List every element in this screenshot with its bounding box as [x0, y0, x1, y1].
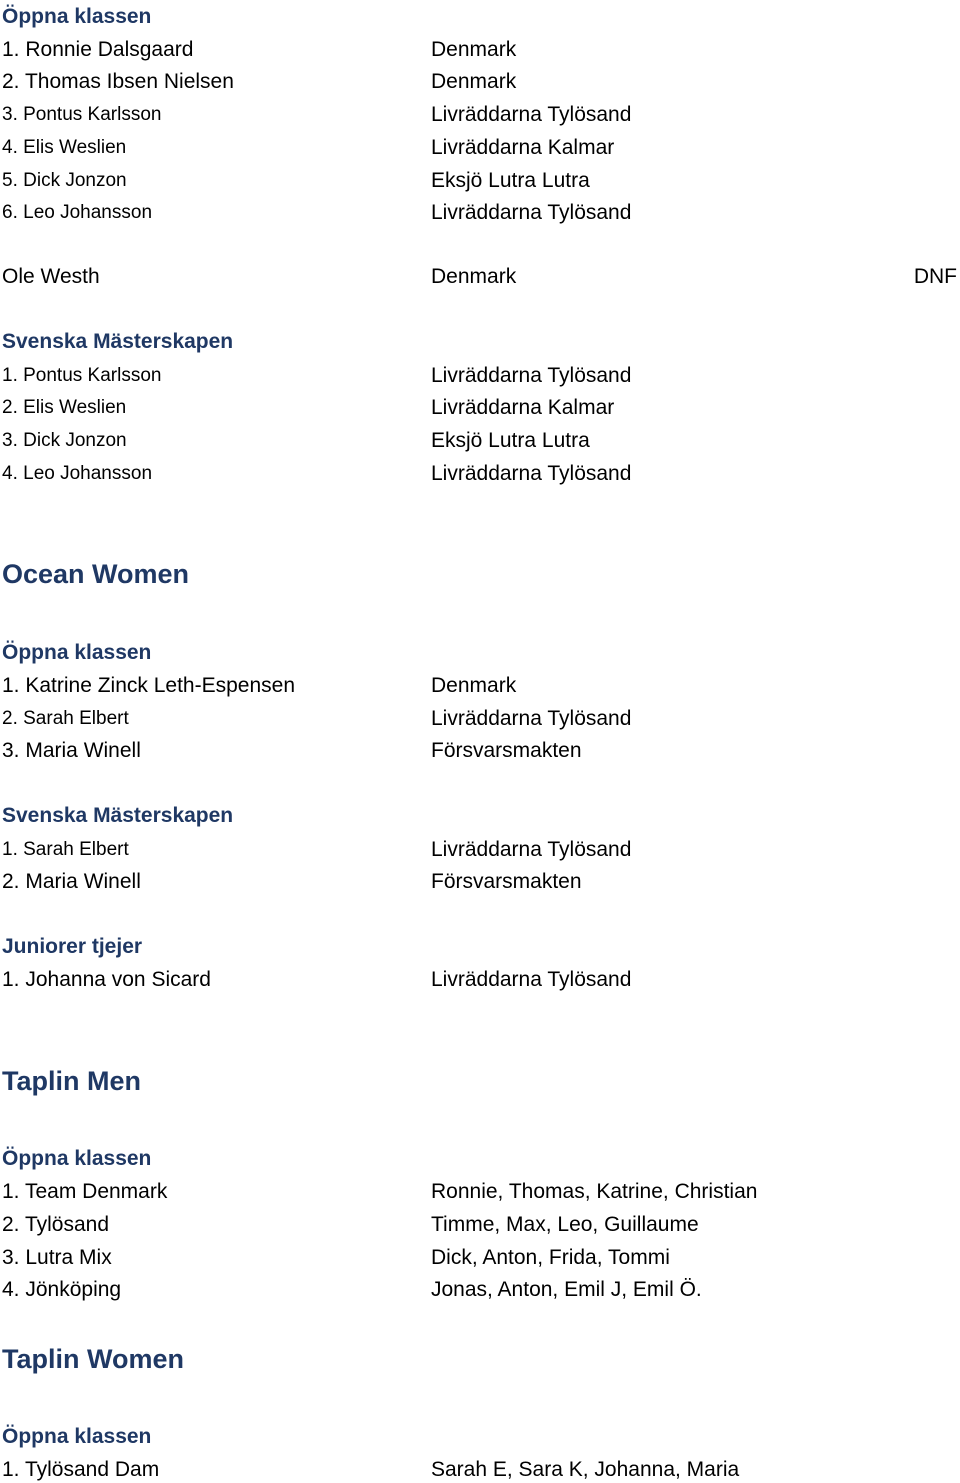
competitor-name: 3. Pontus Karlsson [2, 104, 162, 125]
section-title-ocean-women: Ocean Women [2, 559, 190, 589]
competitor-club: Denmark [431, 70, 517, 93]
competitor-name: 4. Leo Johansson [2, 463, 153, 484]
competitor-name: 3. Dick Jonzon [2, 430, 127, 451]
competitor-name: 2. Sarah Elbert [2, 708, 129, 729]
team-name: 1. Tylösand Dam [2, 1458, 160, 1481]
competitor-club: Livräddarna Tylösand [431, 201, 632, 224]
section-heading-sm-men: Svenska Mästerskapen [2, 330, 234, 353]
competitor-club: Livräddarna Tylösand [431, 838, 632, 861]
team-name: 1. Team Denmark [2, 1180, 168, 1203]
team-members: Dick, Anton, Frida, Tommi [431, 1246, 670, 1269]
competitor-name: 2. Maria Winell [2, 870, 141, 893]
team-members: Jonas, Anton, Emil J, Emil Ö. [431, 1278, 702, 1301]
competitor-club: Eksjö Lutra Lutra [431, 169, 590, 192]
competitor-club: Försvarsmakten [431, 739, 582, 762]
team-members: Timme, Max, Leo, Guillaume [431, 1213, 699, 1236]
competitor-club: Livräddarna Tylösand [431, 364, 632, 387]
section-heading-juniors: Juniorer tjejer [2, 935, 143, 958]
competitor-name: 6. Leo Johansson [2, 202, 153, 223]
competitor-club: Försvarsmakten [431, 870, 582, 893]
competitor-name: 3. Maria Winell [2, 739, 141, 762]
competitor-name: 5. Dick Jonzon [2, 170, 127, 191]
competitor-club: Denmark [431, 674, 517, 697]
competitor-name: 2. Elis Weslien [2, 397, 127, 418]
team-name: 2. Tylösand [2, 1213, 110, 1236]
section-heading-open-taplin-men: Öppna klassen [2, 1147, 152, 1170]
competitor-club: Livräddarna Tylösand [431, 103, 632, 126]
competitor-name: 4. Elis Weslien [2, 137, 127, 158]
section-title-taplin-women: Taplin Women [2, 1344, 184, 1374]
competitor-club: Denmark [431, 38, 517, 61]
competitor-club: Denmark [431, 265, 517, 288]
competitor-club: Livräddarna Kalmar [431, 396, 615, 419]
dnf-status: DNF [913, 265, 957, 288]
competitor-club: Livräddarna Kalmar [431, 136, 615, 159]
section-heading-open-women: Öppna klassen [2, 641, 152, 664]
competitor-name: 1. Johanna von Sicard [2, 968, 211, 991]
competitor-name: 1. Sarah Elbert [2, 839, 129, 860]
competitor-name: Ole Westh [2, 265, 100, 288]
competitor-club: Livräddarna Tylösand [431, 968, 632, 991]
section-heading-sm-women: Svenska Mästerskapen [2, 804, 234, 827]
team-members: Sarah E, Sara K, Johanna, Maria [431, 1458, 740, 1481]
competitor-name: 1. Ronnie Dalsgaard [2, 38, 194, 61]
competitor-name: 2. Thomas Ibsen Nielsen [2, 70, 234, 93]
competitor-club: Eksjö Lutra Lutra [431, 429, 590, 452]
team-members: Ronnie, Thomas, Katrine, Christian [431, 1180, 758, 1203]
competitor-name: 1. Katrine Zinck Leth-Espensen [2, 674, 295, 697]
section-heading-open-men: Öppna klassen [2, 5, 152, 28]
competitor-club: Livräddarna Tylösand [431, 707, 632, 730]
section-heading-open-taplin-women: Öppna klassen [2, 1425, 152, 1448]
team-name: 4. Jönköping [2, 1278, 122, 1301]
competitor-club: Livräddarna Tylösand [431, 462, 632, 485]
section-title-taplin-men: Taplin Men [2, 1066, 141, 1096]
team-name: 3. Lutra Mix [2, 1246, 112, 1269]
competitor-name: 1. Pontus Karlsson [2, 365, 162, 386]
